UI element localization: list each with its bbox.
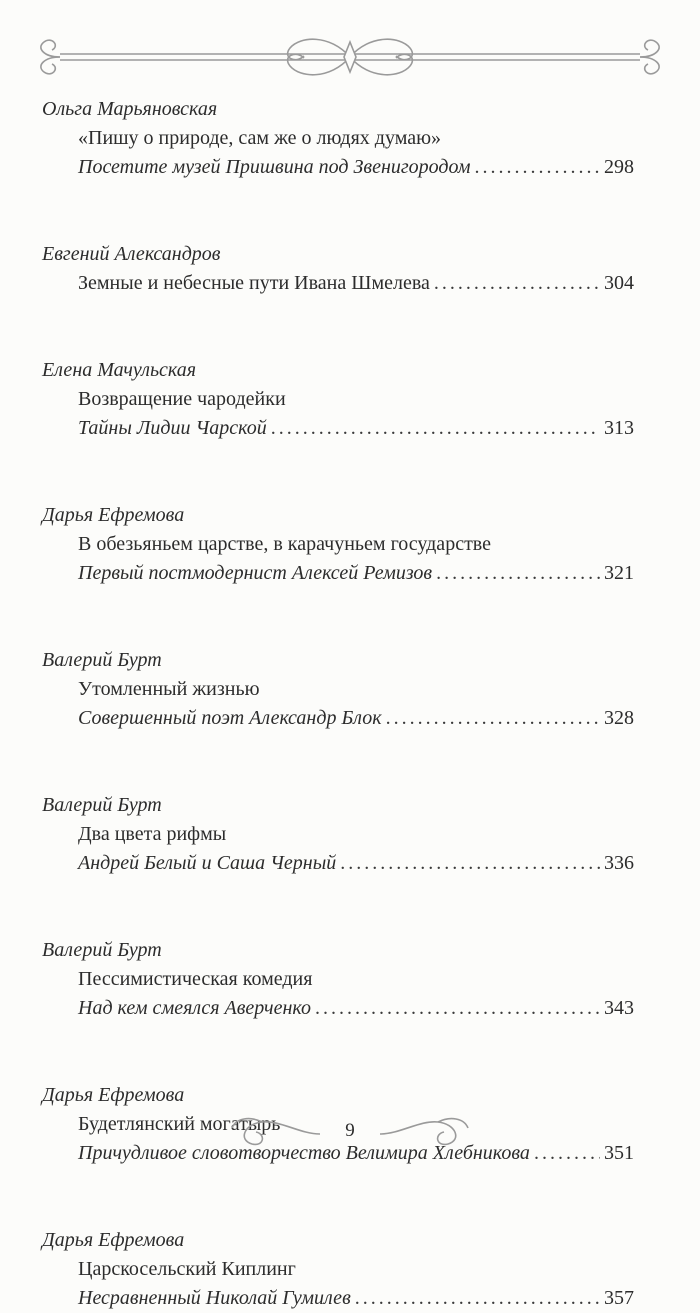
entry-subtitle: Совершенный поэт Александр Блок: [78, 707, 382, 729]
entry-title: Два цвета рифмы: [78, 823, 227, 845]
entry-subtitle-line: [42, 994, 634, 1023]
entry-page-number: 328: [604, 707, 634, 729]
toc-entry: [42, 936, 634, 1023]
entry-title: Возвращение чародейки: [78, 388, 286, 410]
entry-subtitle-line: [42, 153, 634, 182]
toc-entry: [42, 356, 634, 443]
entry-subtitle: Первый постмодернист Алексей Ремизов: [78, 562, 433, 584]
entry-gap: [42, 733, 634, 791]
entry-page-number: 304: [604, 272, 634, 294]
dot-leader: [436, 559, 600, 588]
entry-author: Дарья Ефремова: [42, 504, 185, 526]
entry-title: Пессимистическая комедия: [78, 968, 313, 990]
entry-author: Дарья Ефремова: [42, 1229, 185, 1251]
entry-subtitle: Земные и небесные пути Ивана Шмелева: [78, 272, 430, 294]
entry-page-number: 357: [604, 1287, 634, 1309]
entry-title: В обезьяньем царстве, в карачуньем государстве: [78, 533, 492, 555]
toc-entry: [42, 1226, 634, 1313]
entry-subtitle-line: [42, 849, 634, 878]
entry-title: Утомленный жизнью: [78, 678, 260, 700]
entry-author: Евгений Александров: [42, 243, 221, 265]
dot-leader: [315, 994, 600, 1023]
entry-gap: [42, 1023, 634, 1081]
entry-title: Будетлянский могатырь: [78, 1113, 281, 1135]
entry-gap: [42, 588, 634, 646]
entry-gap: [42, 878, 634, 936]
entry-gap: [42, 182, 634, 240]
entry-title: «Пишу о природе, сам же о людях думаю»: [78, 127, 442, 149]
entry-gap: [42, 1168, 634, 1226]
entry-page-number: 351: [604, 1142, 634, 1164]
entry-author: Дарья Ефремова: [42, 1084, 185, 1106]
entry-page-number: 298: [604, 156, 634, 178]
dot-leader: [340, 849, 600, 878]
entry-gap: [42, 298, 634, 356]
entry-subtitle: Андрей Белый и Саша Черный: [78, 852, 337, 874]
toc-entry: [42, 240, 634, 298]
entry-page-number: 336: [604, 852, 634, 874]
entry-subtitle-line: [42, 559, 634, 588]
toc-entry: [42, 501, 634, 588]
top-ornament: [0, 26, 700, 86]
dot-leader: [434, 269, 600, 298]
entry-author: Ольга Марьяновская: [42, 98, 218, 120]
entry-subtitle: Над кем смеялся Аверченко: [78, 997, 311, 1019]
entry-title: Царскосельский Киплинг: [78, 1258, 296, 1280]
dot-leader: [271, 414, 600, 443]
entry-page-number: 321: [604, 562, 634, 584]
entry-subtitle: Посетите музей Пришвина под Звенигородом: [78, 156, 471, 178]
entry-subtitle-line: [42, 704, 634, 733]
entry-author: Валерий Бурт: [42, 794, 162, 816]
entry-author: Валерий Бурт: [42, 649, 162, 671]
entry-subtitle-line: [42, 1284, 634, 1313]
entry-author: Елена Мачульская: [42, 359, 197, 381]
page-number: 9: [345, 1120, 355, 1141]
entry-page-number: 343: [604, 997, 634, 1019]
entry-subtitle: Тайны Лидии Чарской: [78, 417, 267, 439]
toc-entry: [42, 791, 634, 878]
dot-leader: [386, 704, 600, 733]
dot-leader: [475, 153, 600, 182]
entry-subtitle-line: [42, 414, 634, 443]
dot-leader: [355, 1284, 600, 1313]
toc-entry: [42, 646, 634, 733]
entry-subtitle: Несравненный Николай Гумилев: [78, 1287, 351, 1309]
entry-author: Валерий Бурт: [42, 939, 162, 961]
entry-subtitle: Причудливое словотворчество Велимира Хлебникова: [78, 1142, 530, 1164]
entry-gap: [42, 443, 634, 501]
entry-subtitle-line: [42, 269, 634, 298]
toc-entry: [42, 95, 634, 182]
entry-page-number: 313: [604, 417, 634, 439]
